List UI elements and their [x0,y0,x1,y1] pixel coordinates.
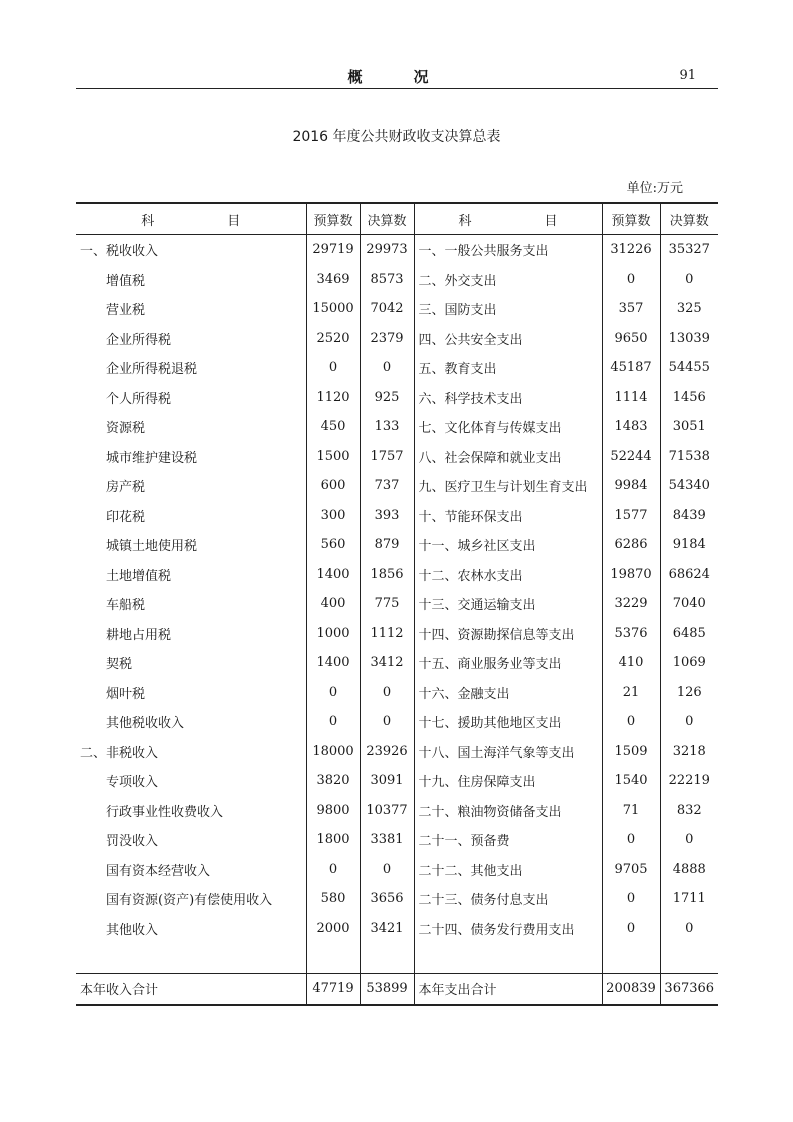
header-income-budget: 预算数 [306,203,360,235]
expense-budget-cell: 410 [602,648,660,678]
total-row [76,973,718,1005]
expense-budget-cell: 31226 [602,235,660,265]
table-row [76,825,718,855]
table-row [76,560,718,590]
income-subject-cell: 城市维护建设税 [76,442,306,472]
expense-subject-cell: 十、节能环保支出 [414,501,602,531]
expense-final-cell: 832 [676,802,702,818]
page-number: 91 [679,68,696,83]
expense-budget-cell: 1577 [602,501,660,531]
header-expense-subject: 科 目 [414,203,602,235]
income-budget-cell: 1400 [306,648,360,678]
income-final-cell: 2379 [360,324,414,354]
table-row [76,235,718,265]
table-row [76,678,718,708]
income-subject-cell: 企业所得税退税 [76,353,306,383]
expense-subject-cell: 十四、资源勘探信息等支出 [414,619,602,649]
income-budget-cell: 580 [306,884,360,914]
income-budget-cell: 450 [306,412,360,442]
expense-final-cell: 1069 [672,655,706,671]
income-final-cell: 1856 [360,560,414,590]
income-final-cell: 393 [360,501,414,531]
expense-budget-cell: 1540 [602,766,660,796]
expense-subject-cell: 六、科学技术支出 [414,383,602,413]
table-row [76,265,718,295]
income-total-final: 53899 [360,973,414,1005]
income-final-cell: 3381 [360,825,414,855]
income-final-cell: 7042 [360,294,414,324]
table-row [76,619,718,649]
income-subject-cell: 土地增值税 [76,560,306,590]
expense-final-cell: 0 [685,832,694,848]
income-final-cell: 29973 [360,235,414,265]
expense-final-cell: 1456 [672,389,706,405]
income-budget-cell: 0 [306,678,360,708]
expense-subject-cell: 二十二、其他支出 [414,855,602,885]
expense-final-cell: 54455 [668,360,710,376]
expense-final-cell: 68624 [668,566,710,582]
income-subject-cell: 国有资本经营收入 [76,855,306,885]
expense-budget-cell: 0 [602,265,660,295]
income-subject-cell: 烟叶税 [76,678,306,708]
expense-budget-cell: 9984 [602,471,660,501]
income-budget-cell: 1500 [306,442,360,472]
income-budget-cell: 0 [306,855,360,885]
income-budget-cell: 2520 [306,324,360,354]
expense-final-cell: 7040 [672,596,706,612]
income-total-budget: 47719 [306,973,360,1005]
expense-subject-cell: 十六、金融支出 [414,678,602,708]
income-budget-cell: 1800 [306,825,360,855]
expense-final-cell: 1711 [672,891,706,907]
expense-subject-cell: 七、文化体育与传媒支出 [414,412,602,442]
income-subject-cell: 国有资源(资产)有偿使用收入 [76,884,306,914]
expense-subject-cell: 十八、国土海洋气象等支出 [414,737,602,767]
table-row [76,324,718,354]
income-final-cell: 0 [360,678,414,708]
income-final-cell: 1112 [360,619,414,649]
expense-subject-cell: 十七、援助其他地区支出 [414,707,602,737]
expense-budget-cell: 19870 [602,560,660,590]
table-row [76,471,718,501]
expense-budget-cell: 357 [602,294,660,324]
expense-subject-cell: 十九、住房保障支出 [414,766,602,796]
expense-total-label: 本年支出合计 [414,973,602,1005]
income-final-cell: 1757 [360,442,414,472]
expense-subject-cell: 三、国防支出 [414,294,602,324]
expense-budget-cell: 1114 [602,383,660,413]
table-row [76,648,718,678]
expense-budget-cell: 6286 [602,530,660,560]
income-budget-cell: 1400 [306,560,360,590]
income-budget-cell: 400 [306,589,360,619]
unit-label: 单位:万元 [626,181,683,196]
spacer-row [76,943,718,973]
table-row [76,412,718,442]
expense-budget-cell: 71 [602,796,660,826]
income-budget-cell: 18000 [306,737,360,767]
income-budget-cell: 1000 [306,619,360,649]
expense-subject-cell: 十二、农林水支出 [414,560,602,590]
expense-final-cell: 71538 [668,448,710,464]
income-final-cell: 3421 [360,914,414,944]
expense-subject-cell: 一、一般公共服务支出 [414,235,602,265]
expense-total-final: 367366 [660,973,718,1005]
income-budget-cell: 2000 [306,914,360,944]
table-row [76,766,718,796]
income-subject-cell: 耕地占用税 [76,619,306,649]
income-final-cell: 3656 [360,884,414,914]
income-subject-cell: 契税 [76,648,306,678]
expense-final-cell: 13039 [668,330,710,346]
expense-subject-cell: 八、社会保障和就业支出 [414,442,602,472]
income-budget-cell: 9800 [306,796,360,826]
income-subject-cell: 资源税 [76,412,306,442]
expense-subject-cell: 九、医疗卫生与计划生育支出 [414,471,602,501]
table-row [76,501,718,531]
income-budget-cell: 29719 [306,235,360,265]
expense-subject-cell: 十五、商业服务业等支出 [414,648,602,678]
income-subject-cell: 专项收入 [76,766,306,796]
expense-final-cell: 325 [676,301,702,317]
expense-budget-cell: 9705 [602,855,660,885]
table-row [76,884,718,914]
budget-table [76,202,718,1006]
income-subject-cell: 企业所得税 [76,324,306,354]
header-expense-final: 决算数 [660,203,718,235]
income-budget-cell: 600 [306,471,360,501]
income-final-cell: 879 [360,530,414,560]
expense-final-cell: 3051 [672,419,706,435]
income-subject-cell: 罚没收入 [76,825,306,855]
expense-budget-cell: 45187 [602,353,660,383]
income-final-cell: 0 [360,353,414,383]
expense-final-cell: 8439 [672,507,706,523]
table-row [76,737,718,767]
running-head [76,64,718,89]
income-final-cell: 0 [360,707,414,737]
expense-final-cell: 54340 [668,478,710,494]
income-final-cell: 8573 [360,265,414,295]
expense-final-cell: 0 [685,271,694,287]
expense-final-cell: 22219 [668,773,710,789]
expense-subject-cell: 二十一、预备费 [414,825,602,855]
income-final-cell: 133 [360,412,414,442]
income-subject-cell: 营业税 [76,294,306,324]
income-budget-cell: 0 [306,353,360,383]
table-row [76,914,718,944]
income-budget-cell: 300 [306,501,360,531]
expense-total-budget: 200839 [602,973,660,1005]
table-body [76,235,718,944]
expense-budget-cell: 52244 [602,442,660,472]
income-budget-cell: 15000 [306,294,360,324]
income-final-cell: 775 [360,589,414,619]
expense-subject-cell: 十三、交通运输支出 [414,589,602,619]
expense-final-cell: 0 [685,714,694,730]
expense-budget-cell: 0 [602,707,660,737]
header-income-final: 决算数 [360,203,414,235]
expense-final-cell: 9184 [672,537,706,553]
expense-budget-cell: 1509 [602,737,660,767]
income-budget-cell: 0 [306,707,360,737]
table-row [76,855,718,885]
expense-subject-cell: 四、公共安全支出 [414,324,602,354]
expense-subject-cell: 二十四、债务发行费用支出 [414,914,602,944]
expense-final-cell: 0 [685,920,694,936]
income-subject-cell: 增值税 [76,265,306,295]
expense-subject-cell: 二十、粮油物资储备支出 [414,796,602,826]
income-subject-cell: 房产税 [76,471,306,501]
income-budget-cell: 560 [306,530,360,560]
income-final-cell: 0 [360,855,414,885]
expense-final-cell: 3218 [672,743,706,759]
section-title: 概 况 [347,68,447,86]
income-budget-cell: 1120 [306,383,360,413]
income-final-cell: 3091 [360,766,414,796]
income-final-cell: 3412 [360,648,414,678]
income-final-cell: 737 [360,471,414,501]
income-final-cell: 23926 [360,737,414,767]
income-final-cell: 925 [360,383,414,413]
expense-final-cell: 4888 [672,861,706,877]
expense-budget-cell: 0 [602,914,660,944]
expense-budget-cell: 3229 [602,589,660,619]
table-row [76,589,718,619]
table-row [76,294,718,324]
expense-final-cell: 6485 [672,625,706,641]
income-subject-cell: 其他收入 [76,914,306,944]
expense-subject-cell: 五、教育支出 [414,353,602,383]
header-row [76,203,718,235]
income-subject-cell: 车船税 [76,589,306,619]
expense-final-cell: 126 [676,684,702,700]
table-title: 2016 年度公共财政收支决算总表 [292,129,501,145]
income-subject-cell: 二、非税收入 [76,737,306,767]
income-total-label: 本年收入合计 [76,973,306,1005]
expense-subject-cell: 十一、城乡社区支出 [414,530,602,560]
income-subject-cell: 城镇土地使用税 [76,530,306,560]
income-subject-cell: 其他税收收入 [76,707,306,737]
income-budget-cell: 3469 [306,265,360,295]
table-row [76,442,718,472]
expense-budget-cell: 9650 [602,324,660,354]
expense-subject-cell: 二、外交支出 [414,265,602,295]
expense-budget-cell: 21 [602,678,660,708]
expense-budget-cell: 1483 [602,412,660,442]
table-row [76,707,718,737]
table-row [76,530,718,560]
income-subject-cell: 一、税收收入 [76,235,306,265]
header-expense-budget: 预算数 [602,203,660,235]
table-row [76,383,718,413]
expense-budget-cell: 0 [602,884,660,914]
table-row [76,353,718,383]
expense-final-cell: 35327 [668,242,710,258]
income-final-cell: 10377 [360,796,414,826]
expense-budget-cell: 0 [602,825,660,855]
table-row [76,796,718,826]
income-subject-cell: 个人所得税 [76,383,306,413]
income-budget-cell: 3820 [306,766,360,796]
header-income-subject: 科 目 [76,203,306,235]
income-subject-cell: 行政事业性收费收入 [76,796,306,826]
expense-subject-cell: 二十三、债务付息支出 [414,884,602,914]
income-subject-cell: 印花税 [76,501,306,531]
expense-budget-cell: 5376 [602,619,660,649]
